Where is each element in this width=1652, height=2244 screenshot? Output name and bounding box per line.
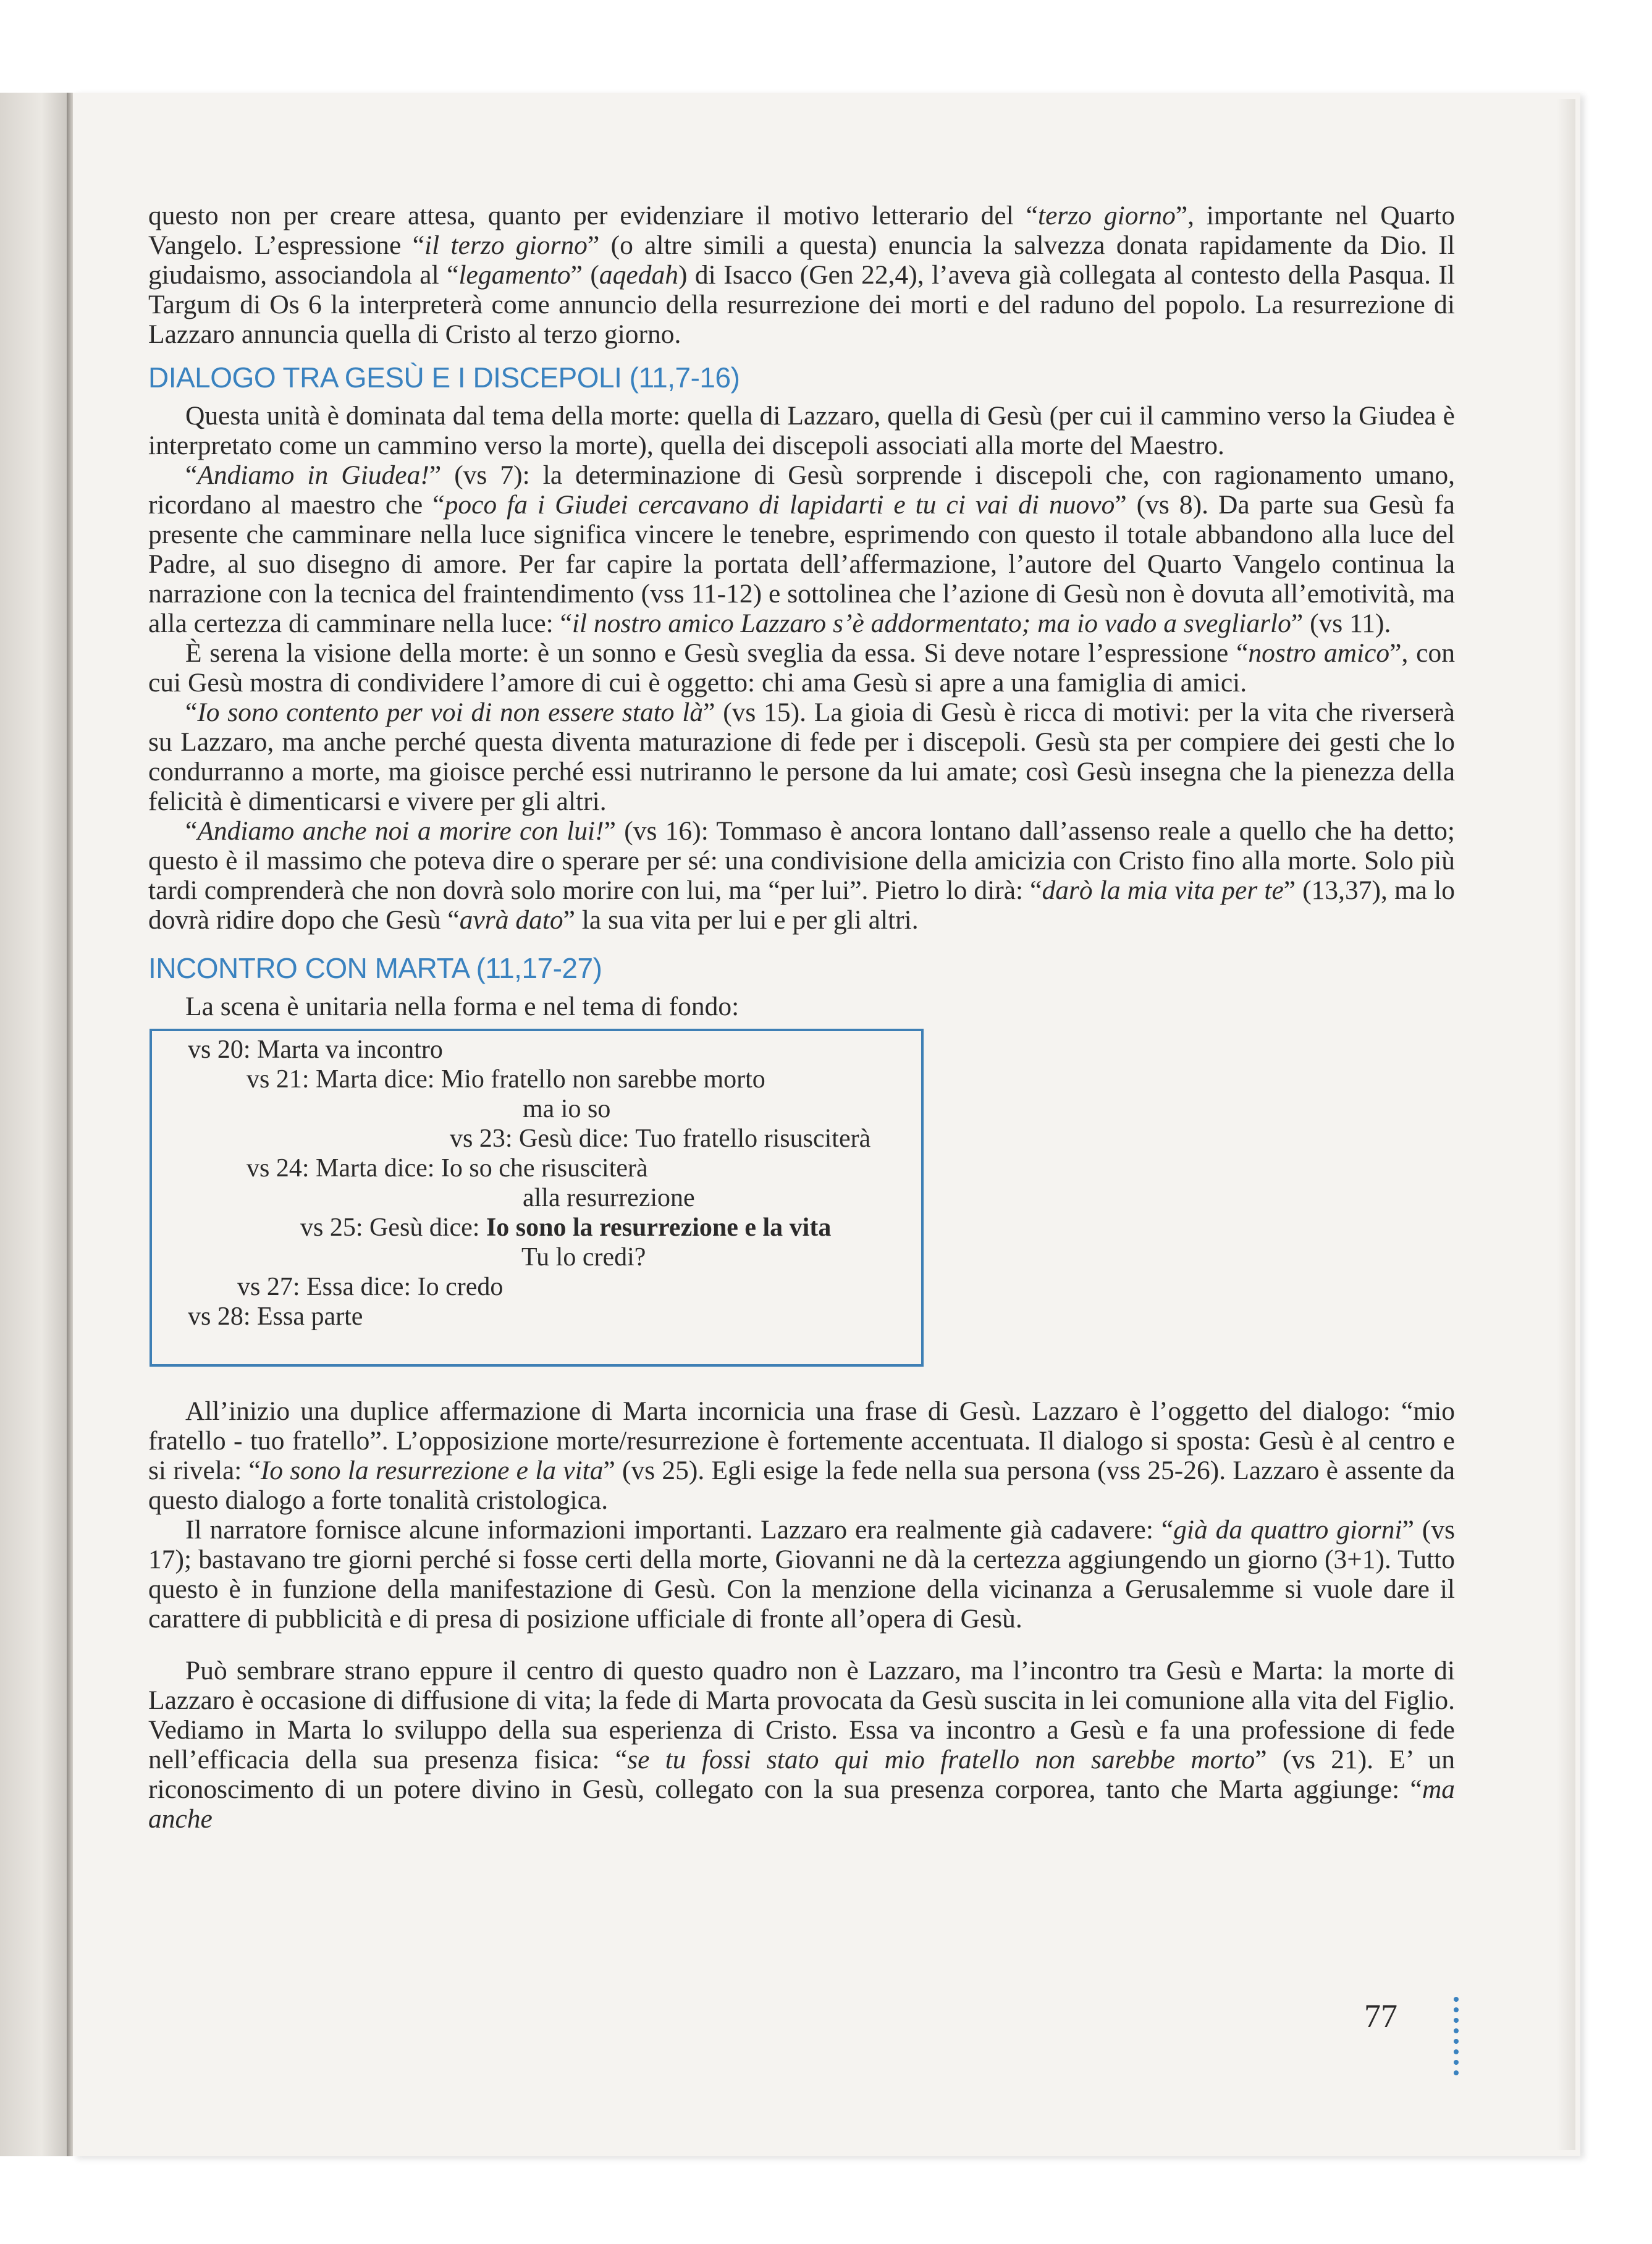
key-statement: Io sono la resurrezione e la vita <box>486 1213 832 1242</box>
text-run: ” (o altre simili a questa) enuncia la salvezza donata rapidamente da Dio. Il giudaismo, associandola al “ <box>148 230 1455 290</box>
section-incontro-lead: La scena è unitaria nella forma e nel tema di fondo: <box>185 992 740 1021</box>
box-line: Tu lo credi? <box>521 1243 646 1272</box>
text-run: ) di Isacco (Gen 22,4), l’aveva già collegata al contesto della Pasqua. Il Targum di Os 6 la interpreterà come annuncio della resurrezione dei morti e del raduno del popolo. La resurrezione di Lazzaro annuncia quella di Cristo al terzo giorno. <box>148 260 1455 349</box>
page-number-dots <box>1454 1997 1460 2081</box>
dialogue-structure-box <box>150 1029 924 1367</box>
body-paragraph <box>148 401 1455 460</box>
text-run: ”, con cui Gesù mostra di condividere l’amore di cui è oggetto: chi ama Gesù si apre a una famiglia di amici. <box>148 638 1455 698</box>
text-run: ” (vs 11). <box>1291 609 1391 638</box>
text-run: ” (vs 17); bastavano tre giorni perché si fosse certi della morte, Giovanni ne dà la certezza aggiungendo un giorno (3+1). Tutto questo è in funzione della manifestazione di Gesù. Con la menzione della vicinanza a Gerusalemme si vuole dare il carattere di pubblicità e di presa di posizione ufficiale di fronte all’opera di Gesù. <box>148 1515 1455 1634</box>
box-line-prefix: vs 25: Gesù dice: <box>300 1213 486 1242</box>
text-run: Questa unità è dominata dal tema della morte: quella di Lazzaro, quella di Gesù (per cui il cammino verso la Giudea è interpretato come un cammino verso la morte), quella dei discepoli associati alla morte del Maestro. <box>148 401 1455 460</box>
italic-run: legamento <box>458 260 571 290</box>
italic-run: avrà dato <box>459 905 563 935</box>
text-run: “ <box>185 816 198 846</box>
box-line: alla resurrezione <box>523 1184 695 1212</box>
box-line: vs 21: Marta dice: Mio fratello non sarebbe morto <box>247 1065 765 1094</box>
intro-paragraph <box>148 201 1455 349</box>
book-gutter <box>67 93 73 2156</box>
body-paragraph <box>148 460 1455 638</box>
body-paragraph <box>148 816 1455 935</box>
text-run: ” (vs 8). Da parte sua Gesù fa presente che camminare nella luce significa vincere le tenebre, esprimendo con questo il totale abbandono alla luce del Padre, al suo disegno di amore. Per far capire la portata dell’affermazione, l’autore del Quarto Vangelo continua la narrazione con la tecnica del fraintendimento (vss 11-12) e sottolinea che l’azione di Gesù non è dovuta all’emotività, ma alla certezza di camminare nella luce: “ <box>148 490 1455 638</box>
text-run: È serena la visione della morte: è un sonno e Gesù sveglia da essa. Si deve notare l’espressione “ <box>185 638 1249 668</box>
body-paragraph <box>148 698 1455 816</box>
italic-run: Io sono la resurrezione e la vita <box>260 1456 604 1485</box>
body-paragraph <box>148 1396 1455 1515</box>
text-run: ” ( <box>570 260 599 290</box>
section-heading-dialogo: DIALOGO TRA GESÙ E I DISCEPOLI (11,7-16) <box>148 361 740 394</box>
text-run: ” (vs 15). La gioia di Gesù è ricca di motivi: per la vita che riverserà su Lazzaro, ma anche perché questa diventa maturazione di fede per i discepoli. Gesù sta per compiere dei gesti che lo condurranno a morte, ma gioisce perché essi nutriranno le persone da lui amate; così Gesù insegna che la pienezza della felicità è dimenticarsi e vivere per gli altri. <box>148 698 1455 816</box>
text-run: All’inizio una duplice affermazione di Marta incornicia una frase di Gesù. Lazzaro è l’oggetto del dialogo: “mio fratello - tuo fratello”. L’opposizione morte/resurrezione è fortemente accentuata. Il dialogo si sposta: Gesù è al centro e si rivela: “ <box>148 1396 1455 1485</box>
box-line: vs 28: Essa parte <box>188 1302 363 1331</box>
body-paragraph <box>148 638 1455 698</box>
box-line: ma io so <box>523 1095 611 1123</box>
italic-run: terzo giorno <box>1038 201 1176 230</box>
italic-run: aqedah <box>599 260 678 290</box>
italic-run: ma anche <box>148 1774 1455 1834</box>
box-line: vs 23: Gesù dice: Tuo fratello risusciterà <box>450 1124 871 1153</box>
text-run: ”, importante nel Quarto Vangelo. L’espressione “ <box>148 201 1456 260</box>
text-run: Il narratore fornisce alcune informazioni importanti. Lazzaro era realmente già cadavere: “ <box>185 1515 1174 1545</box>
italic-run: poco fa i Giudei cercavano di lapidarti e tu ci vai di nuovo <box>444 490 1115 520</box>
italic-run: nostro amico <box>1248 638 1390 668</box>
section-heading-incontro: INCONTRO CON MARTA (11,17-27) <box>148 952 602 984</box>
section-dialogo-body <box>148 401 1455 935</box>
italic-run: il terzo giorno <box>424 230 588 260</box>
italic-run: già da quattro giorni <box>1173 1515 1402 1545</box>
page-number: 77 <box>1364 1997 1397 2035</box>
italic-run: il nostro amico Lazzaro s’è addormentato; ma io vado a svegliarlo <box>571 609 1291 638</box>
body-paragraph <box>148 1515 1455 1634</box>
text-run: ” (vs 21). E’ un riconoscimento di un potere divino in Gesù, collegato con la sua presenza corporea, tanto che Marta aggiunge: “ <box>148 1745 1455 1804</box>
box-line: vs 27: Essa dice: Io credo <box>237 1273 504 1301</box>
text-run: ” (vs 7): la determinazione di Gesù sorprende i discepoli che, con ragionamento umano, ricordano al maestro che “ <box>148 460 1455 520</box>
italic-run: Andiamo in Giudea! <box>197 460 429 490</box>
box-line-key <box>300 1213 831 1242</box>
body-paragraph <box>148 1656 1455 1834</box>
section-incontro-body <box>148 1374 1455 1834</box>
text-run: ” (vs 16): Tommaso è ancora lontano dall’assenso reale a quello che ha detto; questo è il massimo che poteva dire o sperare per sé: una condivisione della amicizia con Cristo fino alla morte. Solo più tardi comprenderà che non dovrà solo morire con lui, ma “per lui”. Pietro lo dirà: “ <box>148 816 1455 905</box>
text-run: questo non per creare attesa, quanto per evidenziare il motivo letterario del “ <box>148 201 1038 230</box>
text-run: ” la sua vita per lui e per gli altri. <box>563 905 919 935</box>
box-line: vs 24: Marta dice: Io so che risusciterà <box>247 1154 648 1183</box>
text-run: Può sembrare strano eppure il centro di questo quadro non è Lazzaro, ma l’incontro tra Gesù e Marta: la morte di Lazzaro è occasione di diffusione di vita; la fede di Marta provocata da Gesù suscita in lei comunione alla vita del Figlio. Vediamo in Marta lo sviluppo della sua esperienza di Cristo. Essa va incontro a Gesù e fa una professione di fede nell’efficacia della sua presenza fisica: “ <box>148 1656 1455 1774</box>
italic-run: darò la mia vita per te <box>1042 875 1284 905</box>
page-content <box>148 201 1455 1834</box>
italic-run: Andiamo anche noi a morire con lui! <box>197 816 604 846</box>
page-curl-edge <box>1557 99 1575 2150</box>
italic-run: se tu fossi stato qui mio fratello non sarebbe morto <box>627 1745 1255 1774</box>
text-run: “ <box>185 698 198 727</box>
box-line: vs 20: Marta va incontro <box>188 1036 443 1064</box>
text-run: ” (vs 25). Egli esige la fede nella sua persona (vss 25-26). Lazzaro è assente da questo dialogo a forte tonalità cristologica. <box>148 1456 1455 1515</box>
text-run: “ <box>185 460 198 490</box>
text-run: ” (13,37), ma lo dovrà ridire dopo che Gesù “ <box>148 875 1456 935</box>
facing-page-edge <box>0 93 69 2156</box>
italic-run: Io sono contento per voi di non essere stato là <box>197 698 704 727</box>
